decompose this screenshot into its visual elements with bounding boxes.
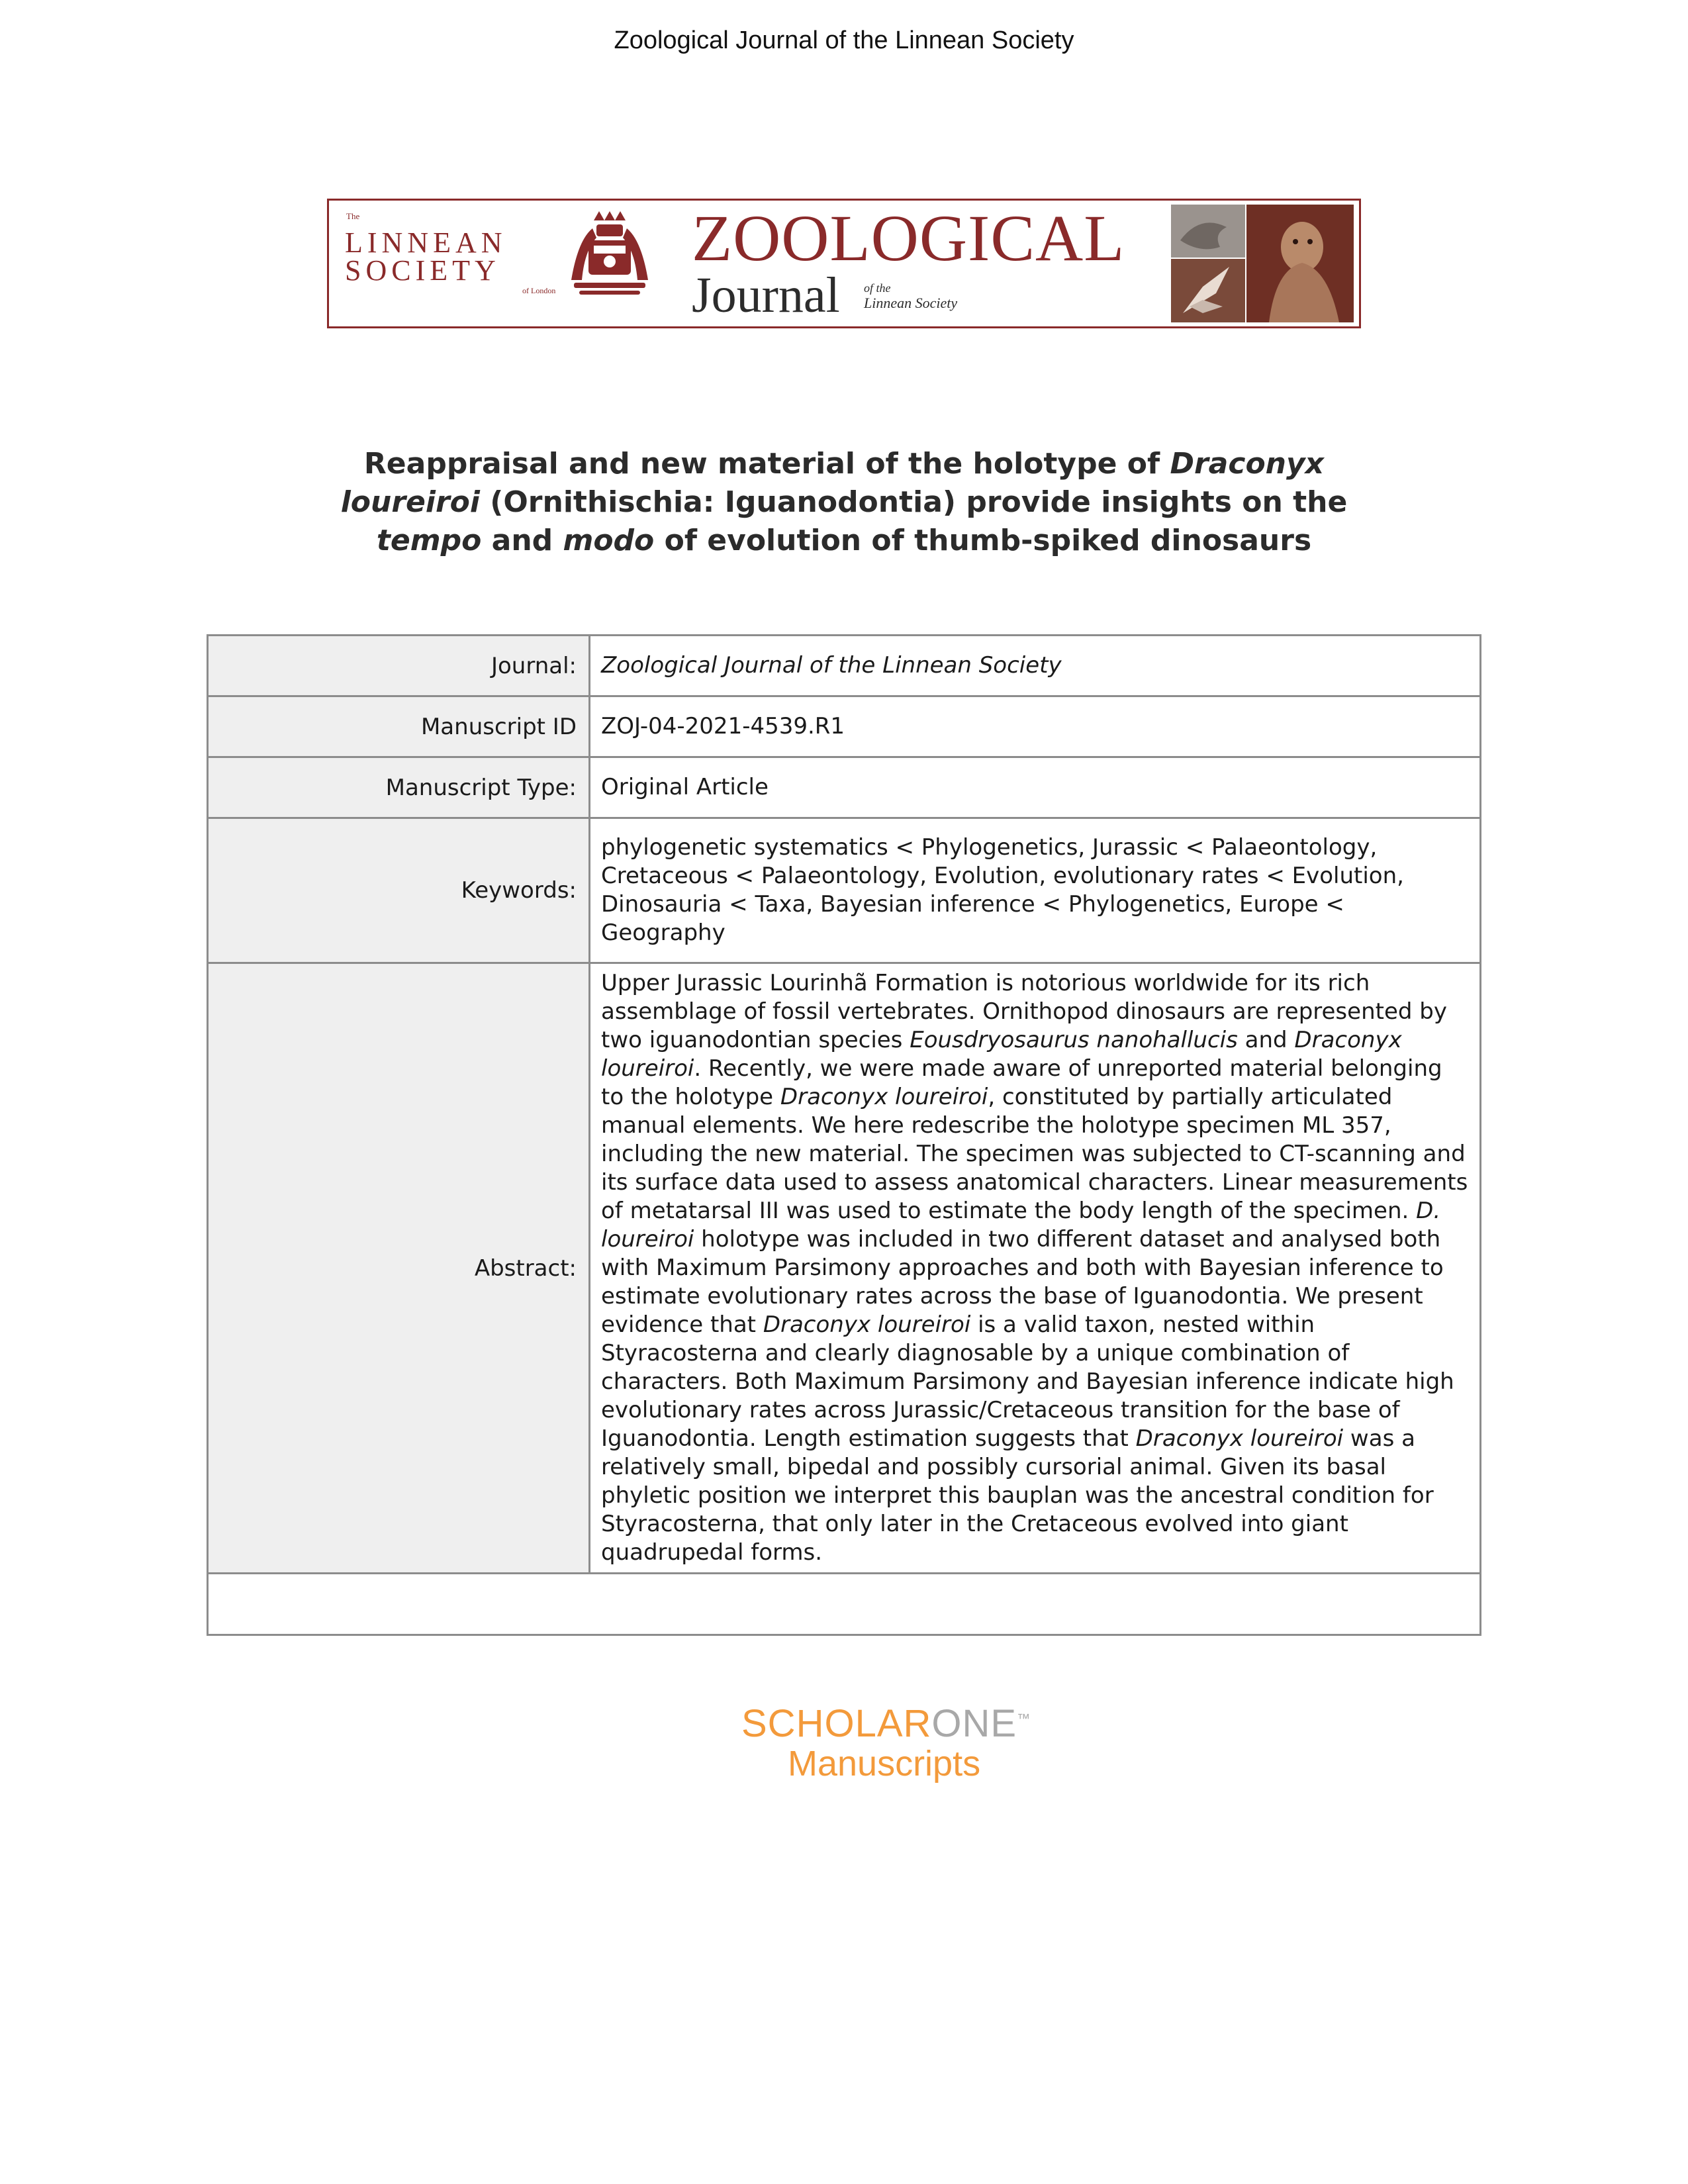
- abstract-part: Upper Jurassic Lourinhã Formation is notorious worldwide for its rich assemblage of fossil vertebrates. Ornithopod dinosaurs are represented by two iguanodontian species: [601, 970, 1447, 1053]
- abstract-species: Draconyx loureiroi: [780, 1084, 988, 1110]
- title-part: (Ornithischia: Iguanodontia) provide insights on the: [479, 485, 1348, 519]
- abstract-part: and: [1237, 1027, 1295, 1053]
- scholarone-logo: [741, 1701, 1031, 1784]
- butterfly-image: [1171, 259, 1245, 322]
- abstract-species: Draconyx loureiroi: [1135, 1425, 1344, 1452]
- abstract-species: Draconyx loureiroi: [763, 1311, 971, 1338]
- manuscript-metadata-table: [207, 634, 1481, 1636]
- abstract-part: holotype was included in two different dataset and analysed both with Maximum Parsimony approaches and both with Bayesian inference to estimate evolutionary rates across the base of Iguanodontia. We present evidence that: [601, 1226, 1444, 1338]
- journal-title-word: Journal: [692, 267, 840, 323]
- empty-row: [208, 1574, 1481, 1635]
- abstract-label: Abstract:: [208, 963, 590, 1574]
- abstract-text: [590, 963, 1481, 1574]
- running-header: Zoological Journal of the Linnean Society: [614, 26, 1074, 54]
- title-tempo: tempo: [376, 524, 482, 557]
- abstract-row: [208, 963, 1481, 1574]
- abstract-part: is a valid taxon, nested within Styracosterna and clearly diagnosable by a unique combination of characters. Both Maximum Parsimony and Bayesian inference indicate high evolutionary rates across Jurassic/Cretaceous transition for the base of Iguanodontia. Length estimation suggests that: [601, 1311, 1454, 1452]
- fish-image: [1171, 205, 1245, 258]
- journal-row: [208, 636, 1481, 696]
- society-small-text: The: [346, 211, 360, 221]
- society-line3: of London: [522, 286, 556, 295]
- society-line1: LINNEAN: [345, 226, 507, 259]
- journal-value: [590, 636, 1481, 696]
- abstract-part: . Recently, we were made aware of unreported material belonging to the holotype: [601, 1055, 1442, 1110]
- keywords-value: phylogenetic systematics < Phylogenetics, Jurassic < Palaeontology, Cretaceous < Palaeontology, Evolution, evolutionary rates < Evolution, Dinosauria < Taxa, Bayesian inference < Phylogenetics, Europe < Geography: [590, 818, 1481, 963]
- manuscript-type-value: Original Article: [590, 757, 1481, 818]
- journal-value-text: Zoological Journal of the Linnean Society: [601, 652, 1062, 679]
- journal-title-big: ZOOLOGICAL: [692, 201, 1125, 275]
- manuscript-type-label: Manuscript Type:: [208, 757, 590, 818]
- keywords-row: [208, 818, 1481, 963]
- scholar-text: SCHOLAR: [741, 1702, 932, 1745]
- abstract-part: , constituted by partially articulated manual elements. We here redescribe the holotype specimen ML 357, including the new material. The specimen was subjected to CT-scanning and its surface data used to assess anatomical characters. Linear measurements of metatarsal III was used to estimate the body length of the specimen.: [601, 1084, 1468, 1224]
- empty-cell: [208, 1574, 1481, 1635]
- abstract-species: Draconyx loureiroi: [601, 1027, 1402, 1082]
- abstract-species: D. loureiroi: [601, 1198, 1441, 1253]
- journal-banner-logo: [327, 199, 1361, 328]
- manuscript-id-row: [208, 696, 1481, 757]
- manuscript-id-label: Manuscript ID: [208, 696, 590, 757]
- journal-label: Journal:: [208, 636, 590, 696]
- abstract-part: was a relatively small, bipedal and possibly cursorial animal. Given its basal phyletic position we interpret this bauplan was the ancestral condition for Styracosterna, that only later in the Cretaceous evolved into giant quadrupedal forms.: [601, 1425, 1434, 1566]
- keywords-label: Keywords:: [208, 818, 590, 963]
- manuscripts-text: Manuscripts: [788, 1744, 981, 1783]
- one-text: ONE: [931, 1702, 1017, 1745]
- trademark-text: ™: [1017, 1711, 1031, 1727]
- title-part: Reappraisal and new material of the holotype of: [363, 447, 1170, 481]
- coat-of-arms-icon: [571, 211, 648, 295]
- journal-society-text: Linnean Society: [864, 295, 958, 311]
- title-modo: modo: [563, 524, 655, 557]
- title-species: Draconyx loureiroi: [340, 447, 1325, 519]
- paper-title: [305, 445, 1383, 560]
- title-part: of evolution of thumb-spiked dinosaurs: [654, 524, 1312, 557]
- journal-of-the: of the: [864, 281, 891, 295]
- title-part: and: [481, 524, 563, 557]
- cheetah-image: [1246, 205, 1354, 322]
- manuscript-type-row: [208, 757, 1481, 818]
- manuscript-id-value: ZOJ-04-2021-4539.R1: [590, 696, 1481, 757]
- abstract-species: Eousdryosaurus nanohallucis: [910, 1027, 1238, 1053]
- society-line2: SOCIETY: [345, 254, 500, 287]
